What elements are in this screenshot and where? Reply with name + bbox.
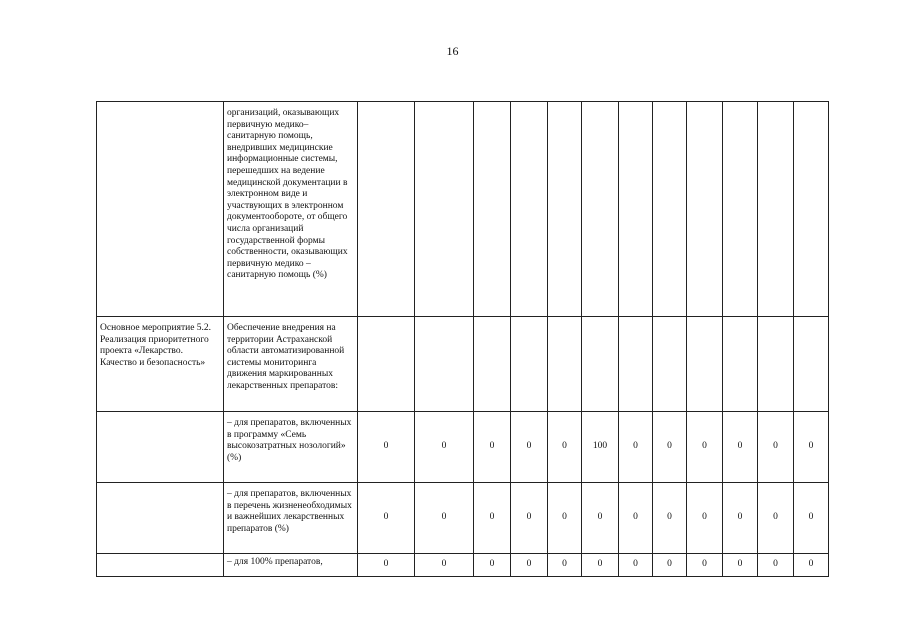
table-row [97,412,829,483]
value-cell: 0 [415,483,474,554]
value-cell [687,102,723,317]
table-row [97,554,829,577]
value-cell [723,317,758,412]
value-cell [548,317,582,412]
value-cell: 0 [687,483,723,554]
indicator-cell: – для 100% препаратов, [224,554,358,577]
value-cell: 0 [358,554,415,577]
page-number: 16 [446,44,459,58]
activity-cell [97,483,224,554]
value-cell: 0 [653,554,687,577]
value-cell: 0 [548,412,582,483]
value-cell [794,317,829,412]
value-cell: 0 [794,483,829,554]
value-cell: 0 [687,554,723,577]
table-row [97,102,829,317]
value-cell [548,102,582,317]
value-cell [758,317,794,412]
value-cell: 0 [358,483,415,554]
value-cell: 0 [653,412,687,483]
value-cell: 0 [619,483,653,554]
value-cell [582,317,619,412]
value-cell [474,102,511,317]
value-cell [653,102,687,317]
value-cell: 0 [687,412,723,483]
value-cell [415,317,474,412]
activity-cell [97,102,224,317]
value-cell [619,102,653,317]
value-cell: 0 [582,554,619,577]
value-cell: 0 [619,554,653,577]
value-cell: 0 [511,554,548,577]
value-cell: 100 [582,412,619,483]
indicators-table [96,101,829,577]
value-cell: 0 [474,412,511,483]
value-cell: 0 [474,554,511,577]
value-cell: 0 [474,483,511,554]
value-cell [358,102,415,317]
value-cell [758,102,794,317]
activity-cell: Основное мероприятие 5.2. Реализация приоритетного проекта «Лекарство. Качество и безопасность» [97,317,224,412]
value-cell: 0 [415,554,474,577]
value-cell [358,317,415,412]
indicator-cell: организаций, оказывающих первичную медико–санитарную помощь, внедривших медицинские информационные системы, перешедших на ведение медицинской документации в электронном виде и участвующих в электронном документообороте, от общего числа организаций государственной формы собственности, оказывающих первичную медико – санитарную помощь (%) [224,102,358,317]
value-cell [794,102,829,317]
value-cell [653,317,687,412]
value-cell: 0 [794,412,829,483]
value-cell: 0 [653,483,687,554]
value-cell: 0 [511,412,548,483]
activity-cell [97,554,224,577]
value-cell: 0 [723,483,758,554]
indicator-cell: Обеспечение внедрения на территории Астраханской области автоматизированной системы мониторинга движения маркированных лекарственных препаратов: [224,317,358,412]
value-cell: 0 [758,412,794,483]
indicator-cell: – для препаратов, включенных в программу «Семь высокозатратных нозологий» (%) [224,412,358,483]
value-cell [511,102,548,317]
value-cell [723,102,758,317]
value-cell: 0 [358,412,415,483]
value-cell: 0 [511,483,548,554]
table-row [97,317,829,412]
indicator-cell: – для препаратов, включенных в перечень жизненеобходимых и важнейших лекарственных препаратов (%) [224,483,358,554]
value-cell: 0 [723,412,758,483]
table-row [97,483,829,554]
value-cell [415,102,474,317]
value-cell: 0 [723,554,758,577]
value-cell: 0 [758,483,794,554]
value-cell: 0 [619,412,653,483]
value-cell [582,102,619,317]
value-cell: 0 [794,554,829,577]
value-cell: 0 [548,554,582,577]
value-cell [687,317,723,412]
value-cell: 0 [548,483,582,554]
activity-cell [97,412,224,483]
value-cell [474,317,511,412]
value-cell: 0 [582,483,619,554]
value-cell [619,317,653,412]
value-cell [511,317,548,412]
value-cell: 0 [758,554,794,577]
value-cell: 0 [415,412,474,483]
